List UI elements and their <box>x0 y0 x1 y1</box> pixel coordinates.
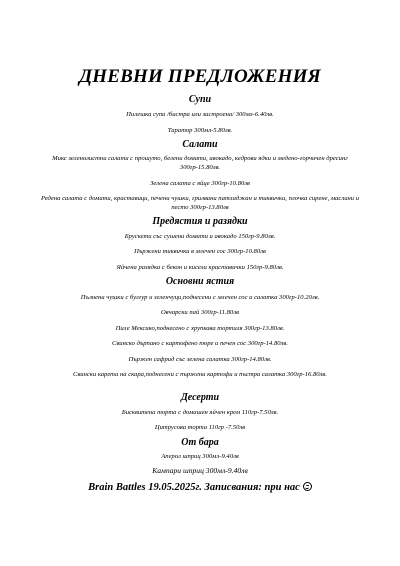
section-heading-soups: Супи <box>188 94 212 105</box>
menu-item: Пълнени чушки с булгур и зеленчуци,поднесени с млечен сос и салатка 300гр-10.20лв. <box>80 294 320 301</box>
menu-item: Яйчена разядка с бекон и кисели краставички 150гр-9.80лв. <box>116 264 284 271</box>
menu-item: Таратор 300мл-5.80лв. <box>167 127 233 134</box>
menu-item: Пиле Мексико,поднесено с хрупкава тортиля 300гр-13.80лв. <box>115 325 285 332</box>
menu-item: Зелена салата с яйце 300гр-10.80лв <box>150 180 250 187</box>
footer-announcement <box>0 482 400 493</box>
section-heading-starters: Предястия и разядки <box>152 216 248 227</box>
menu-item: Пържен сафрид със зелена салатка 300гр-14.80лв. <box>128 356 272 363</box>
footer-text: Brain Battles 19.05.2025г. Записвания: при нас <box>88 482 300 493</box>
menu-item: Пилешка супа /бистра или застроена/ 300мл-6.40лв. <box>126 111 274 118</box>
section-heading-bar: От бара <box>181 437 219 448</box>
section-heading-salads: Салати <box>182 139 218 150</box>
menu-item: Свинско дърпано с картофено пюре и печен сос 300гр-14.80лв. <box>112 340 288 347</box>
menu-item: Брускети със сушени домати и авокадо 150гр-9.80лв. <box>124 233 276 240</box>
section-heading-desserts: Десерти <box>180 392 220 403</box>
smiley-icon <box>303 482 312 491</box>
page-title: ДНЕВНИ ПРЕДЛОЖЕНИЯ <box>79 66 321 87</box>
menu-item: Микс зеленолистни салати с прошуто, белени домати, авокадо, кедрови ядки и медено-горчичен дресинг 300гр-15.80лв. <box>52 155 348 171</box>
section-heading-mains: Основни ястия <box>165 276 235 287</box>
menu-item: Овчарски пай 300гр-11.80лв <box>161 309 239 316</box>
menu-item: Пържени тиквички в млечен сос 300гр-10.80лв <box>134 248 266 255</box>
menu-item: Свински карета на скара,поднесени с пържени картофи и пъстра салатка 300гр-16.80лв. <box>73 371 327 378</box>
menu-item: Редена салата с домати, краставици, печени чушки, грилвани патладжан и тиквички, плочка сирене, маслини и песто 300гр-13.80лв <box>40 195 360 211</box>
menu-item: Аперол шприц 300мл-9.40лв <box>161 453 239 460</box>
menu-item: Цитрусова торта 110гр -7.50лв <box>154 424 246 431</box>
menu-item: Кампари шприц 300мл-9.40лв <box>152 466 248 475</box>
menu-item: Бисквитена торта с домашен яйчен крем 110гр-7.50лв. <box>121 409 279 416</box>
